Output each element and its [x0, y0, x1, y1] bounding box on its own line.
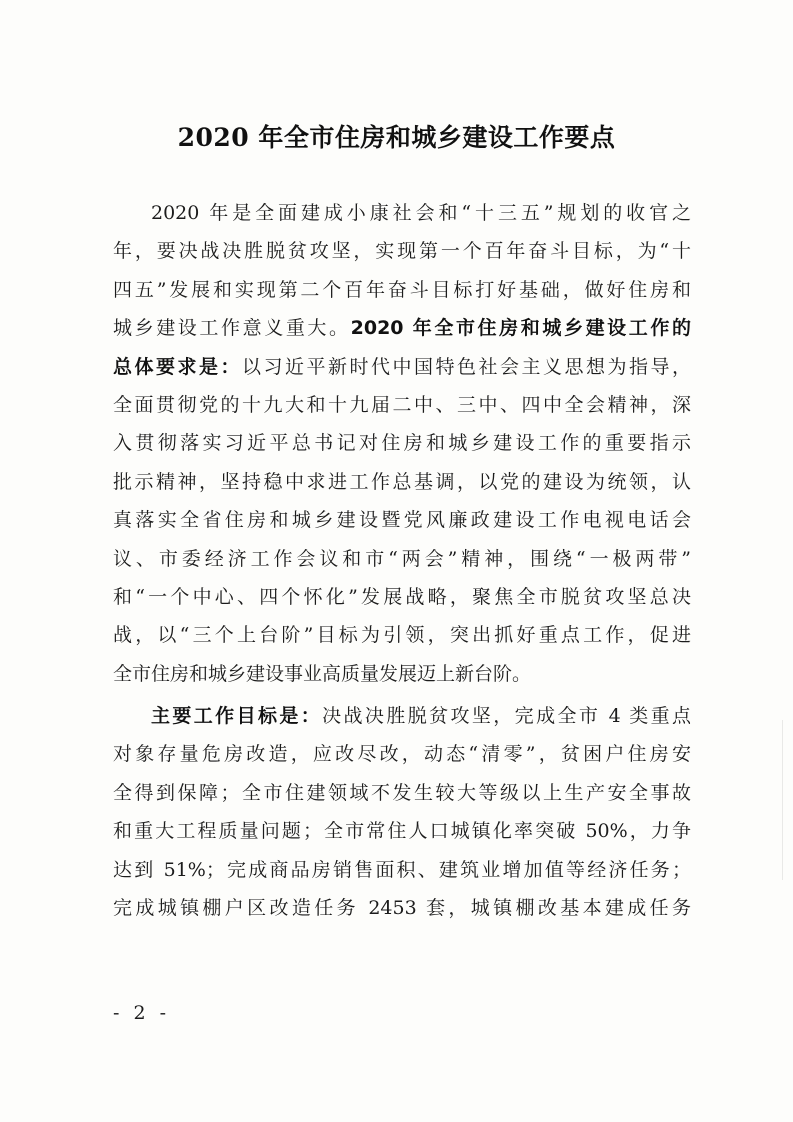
- text-line: [113, 697, 691, 735]
- text-segment: 决战决胜脱贫攻坚，完成全市 4 类重点: [322, 705, 691, 728]
- text-line: 和“一个中心、四个怀化”发展战略，聚焦全市脱贫攻坚总决: [113, 585, 691, 608]
- text-line: [113, 309, 691, 347]
- text-line: 入贯彻落实习近平总书记对住房和城乡建设工作的重要指示: [113, 432, 691, 455]
- document-title: 2020 年全市住房和城乡建设工作要点: [177, 123, 616, 152]
- document-body: [113, 194, 691, 927]
- text-line: 四五”发展和实现第二个百年奋斗目标打好基础，做好住房和: [113, 278, 691, 301]
- text-line: 议、市委经济工作会议和市“两会”精神，围绕“一极两带”: [113, 547, 691, 570]
- text-line: 批示精神，坚持稳中求进工作总基调，以党的建设为统领，认: [113, 470, 691, 493]
- bold-heading-text: 总体要求是：: [113, 355, 242, 378]
- paragraph-main-targets: [113, 697, 691, 927]
- paragraph-overall-requirements: [113, 194, 691, 693]
- bold-heading-text: 2020 年全市住房和城乡建设工作的: [350, 317, 691, 340]
- text-line: 和重大工程质量问题；全市常住人口城镇化率突破 50%，力争: [113, 820, 691, 843]
- text-segment: 以习近平新时代中国特色社会主义思想为指导，: [242, 355, 691, 378]
- text-line: 真落实全省住房和城乡建设暨党风廉政建设工作电视电话会: [113, 509, 691, 532]
- text-line: 全市住房和城乡建设事业高质量发展迈上新台阶。: [113, 662, 532, 685]
- text-line: 完成城镇棚户区改造任务 2453 套，城镇棚改基本建成任务: [113, 897, 691, 920]
- text-line: 对象存量危房改造，应改尽改，动态“清零”，贫困户住房安: [113, 743, 691, 766]
- text-segment: 城乡建设工作意义重大。: [113, 317, 351, 340]
- text-line: [113, 348, 691, 386]
- page-number: - 2 -: [113, 1002, 171, 1024]
- text-line: 2020 年是全面建成小康社会和“十三五”规划的收官之: [151, 202, 691, 224]
- text-line: 战，以“三个上台阶”目标为引领，突出抓好重点工作，促进: [113, 624, 691, 647]
- scan-edge-mark: [782, 720, 783, 880]
- text-line: 全面贯彻党的十九大和十九届二中、三中、四中全会精神，深: [113, 393, 691, 416]
- text-line: 达到 51%；完成商品房销售面积、建筑业增加值等经济任务；: [113, 858, 691, 881]
- text-line: 全得到保障；全市住建领域不发生较大等级以上生产安全事故: [113, 781, 691, 804]
- text-line: 年，要决战决胜脱贫攻坚，实现第一个百年奋斗目标，为“十: [113, 240, 691, 263]
- bold-heading-text: 主要工作目标是：: [151, 705, 323, 728]
